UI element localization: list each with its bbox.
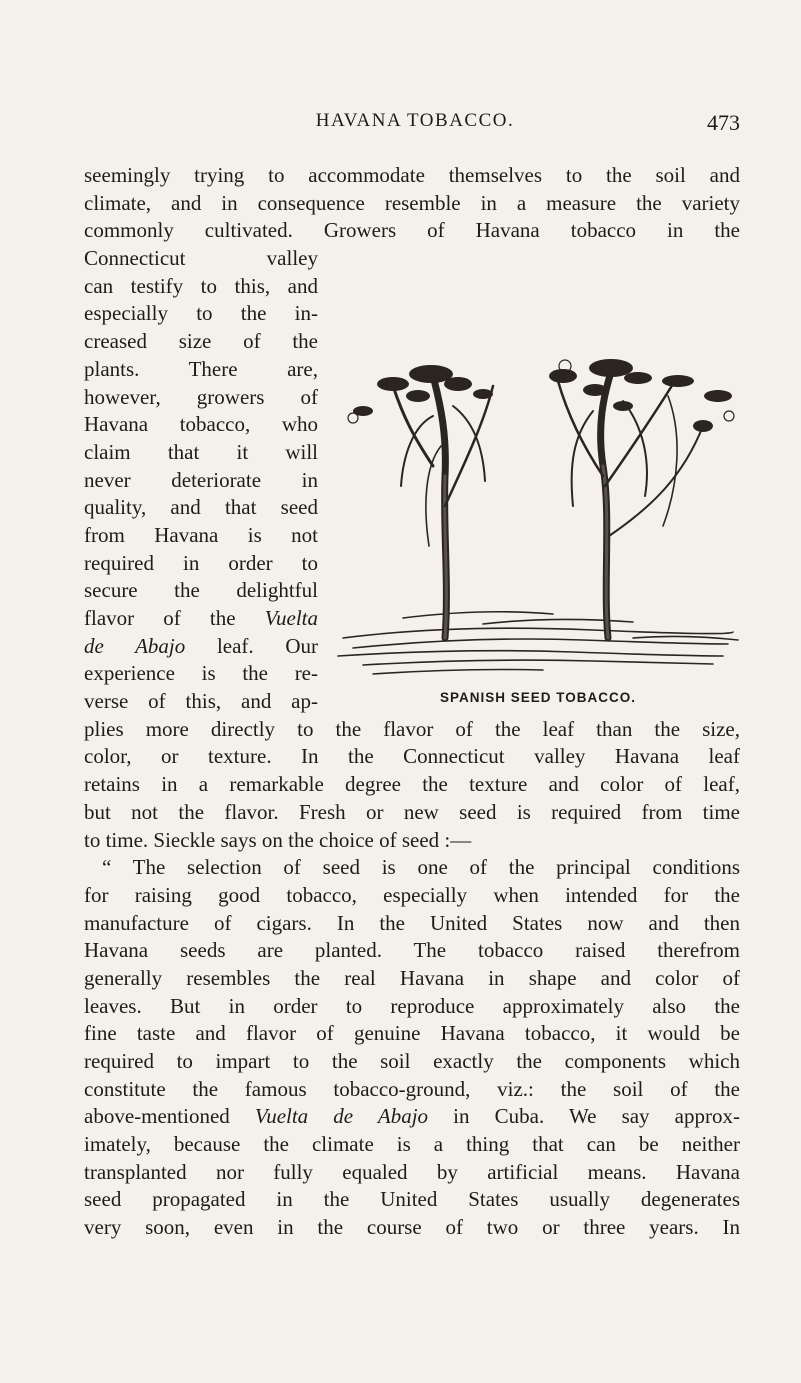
text-segment: seed propagated in the United States usually degenerates [84,1187,740,1212]
text-segment: generally resembles the real Havana in shape and color of [84,965,740,990]
text-segment: creased size of the [84,329,318,354]
text-line [84,273,318,301]
tobacco-plant-illustration [333,356,743,686]
text-line [84,882,740,910]
text-segment: commonly cultivated. Growers of Havana tobacco in the [84,218,740,243]
text-line [84,1131,740,1159]
text-segment: plants. There are, [84,356,318,381]
italic-text: Vuelta [264,606,318,630]
text-segment: Connecticut valley [84,246,318,271]
text-line [84,993,740,1021]
text-line [84,1076,740,1104]
text-segment: very soon, even in the course of two or three years. In [84,1215,740,1240]
text-segment: transplanted nor fully equaled by artificial means. Havana [84,1159,740,1184]
text-segment: “ The selection of seed is one of the principal conditions [102,855,740,880]
text-segment: verse of this, and ap- [84,689,318,714]
text-segment: required in order to [84,550,318,575]
text-segment: retains in a remarkable degree the texture and color of leaf, [84,772,740,797]
text-line [84,688,318,716]
text-segment: can testify to this, and [84,273,318,298]
text-line [84,605,318,633]
text-line [84,854,740,882]
running-head [90,110,740,140]
text-line [84,245,318,273]
text-line [84,550,318,578]
text-line [84,217,740,245]
text-line [84,356,318,384]
text-line [84,328,318,356]
text-line [84,1214,740,1242]
text-line [84,162,740,190]
text-segment: climate, and in consequence resemble in a measure the variety [84,190,740,215]
text-segment: but not the flavor. Fresh or new seed is required from time [84,799,740,824]
figure-caption: SPANISH SEED TOBACCO. [439,690,637,705]
text-segment: flavor of the [84,606,265,630]
text-line [84,467,318,495]
text-line [84,743,740,771]
text-segment: to time. Sieckle says on the choice of seed :— [84,827,472,852]
text-line [84,910,740,938]
text-line [84,522,318,550]
text-segment: however, growers of [84,384,318,409]
text-segment: constitute the famous tobacco-ground, viz.: the soil of the [84,1076,740,1101]
text-line [84,1103,740,1131]
text-segment: manufacture of cigars. In the United States now and then [84,910,740,935]
text-segment: experience is the re- [84,661,318,686]
text-line [84,1020,740,1048]
text-line [84,1186,740,1214]
text-line [84,1159,740,1187]
text-line [84,660,318,688]
text-line [84,411,318,439]
text-line [84,965,740,993]
text-segment: in Cuba. We say approx- [428,1104,740,1129]
text-segment: Havana seeds are planted. The tobacco raised therefrom [84,938,740,963]
text-line [84,439,318,467]
text-line [84,577,318,605]
text-segment: especially to the in- [84,301,318,326]
text-segment: leaves. But in order to reproduce approximately also the [84,993,740,1018]
text-segment: secure the delightful [84,578,318,603]
text-line [84,1048,740,1076]
text-segment: plies more directly to the flavor of the leaf than the size, [84,716,740,741]
text-segment: above-mentioned [84,1104,255,1129]
text-segment: quality, and that seed [84,495,318,520]
text-line [84,937,740,965]
italic-text: Vuelta de Abajo [254,1104,429,1129]
text-line [84,633,318,661]
text-segment: required to impart to the soil exactly the components which [84,1049,740,1073]
text-segment: claim that it will [84,439,318,464]
text-line [84,300,318,328]
text-segment: seemingly trying to accommodate themselves to the soil and [84,163,740,187]
text-line [84,827,740,855]
text-segment: fine taste and flavor of genuine Havana tobacco, it would be [84,1021,740,1046]
running-title: HAVANA TOBACCO. [315,110,515,131]
text-segment: for raising good tobacco, especially when intended for the [84,882,740,907]
text-line [84,716,740,744]
text-segment: leaf. Our [185,633,318,658]
page-number: 473 [707,110,740,135]
text-line [84,384,318,412]
text-segment: never deteriorate in [84,467,318,492]
text-line [84,771,740,799]
text-segment: from Havana is not [84,522,318,547]
text-line [84,799,740,827]
text-line [84,190,740,218]
text-line [84,494,318,522]
text-segment: imately, because the climate is a thing that can be neither [84,1132,740,1157]
text-segment: color, or texture. In the Connecticut valley Havana leaf [84,744,740,769]
text-segment: Havana tobacco, who [84,412,318,437]
italic-text: de Abajo [84,633,186,658]
